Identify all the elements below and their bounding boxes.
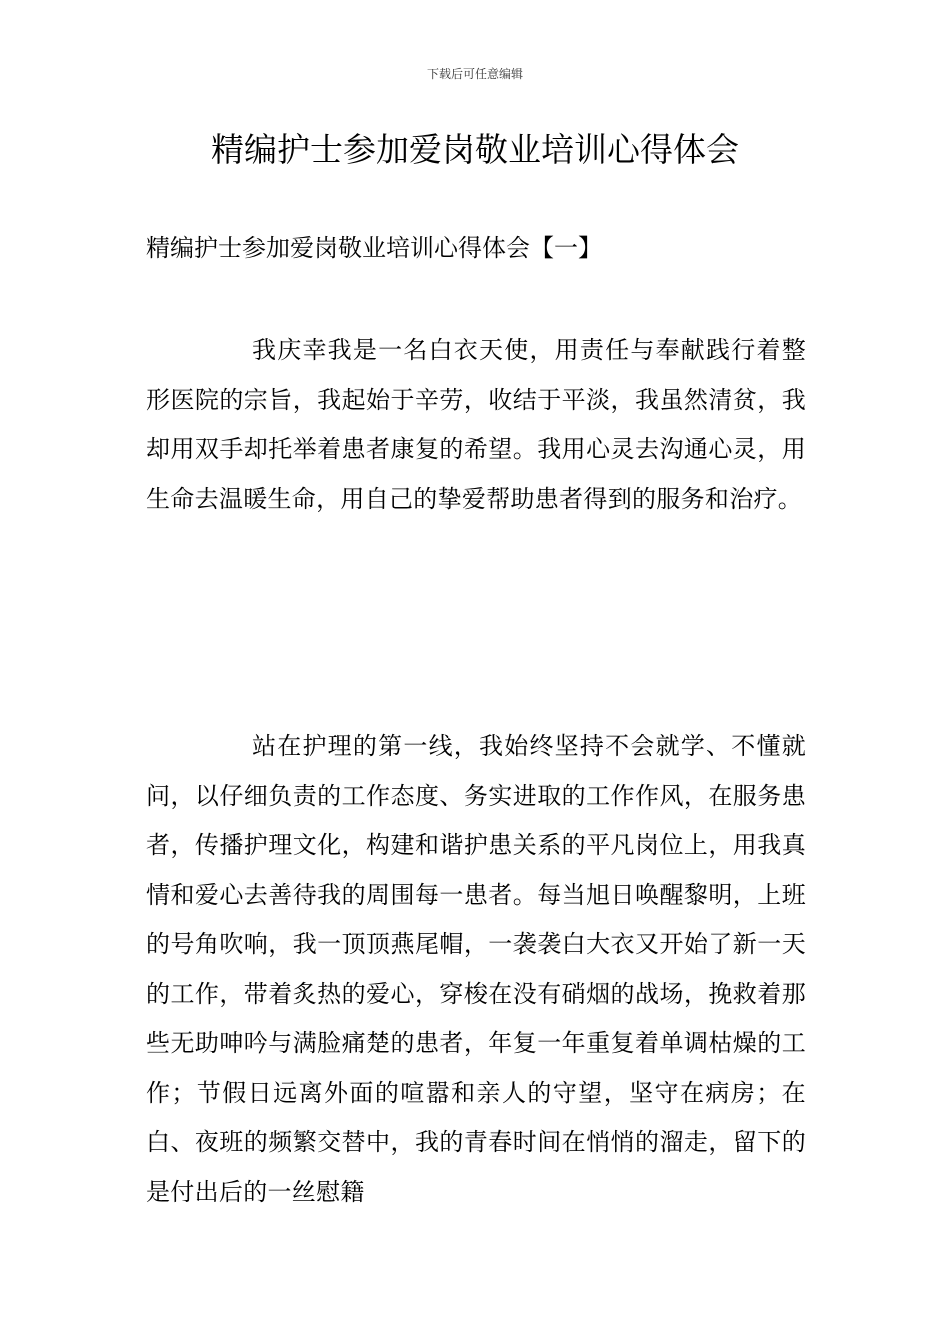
- paragraph-2: 站在护理的第一线，我始终坚持不会就学、不懂就问，以仔细负责的工作态度、务实进取的工作作风，在服务患者，传播护理文化，构建和谐护患关系的平凡岗位上，用我真情和爱心去善待我的周围每一患者。每当旭日唤醒黎明，上班的号角吹响，我一顶顶燕尾帽，一袭袭白大衣又开始了新一天的工作，带着炙热的爱心，穿梭在没有硝烟的战场，挽救着那些无助呻吟与满脸痛楚的患者，年复一年重复着单调枯燥的工作；节假日远离外面的喧嚣和亲人的守望，坚守在病房；在白、夜班的频繁交替中，我的青春时间在悄悄的溜走，留下的是付出后的一丝慰籍: [146, 732, 806, 1206]
- document-title: 精编护士参加爱岗敬业培训心得体会: [211, 130, 739, 169]
- header-note: 下载后可任意编辑: [426, 67, 523, 81]
- section-heading: 精编护士参加爱岗敬业培训心得体会【一】: [146, 234, 602, 262]
- paragraph-1: 我庆幸我是一名白衣天使，用责任与奉献践行着整形医院的宗旨，我起始于辛劳，收结于平淡，我虽然清贫，我却用双手却托举着患者康复的希望。我用心灵去沟通心灵，用生命去温暖生命，用自己的挚爱帮助患者得到的服务和治疗。: [146, 336, 806, 513]
